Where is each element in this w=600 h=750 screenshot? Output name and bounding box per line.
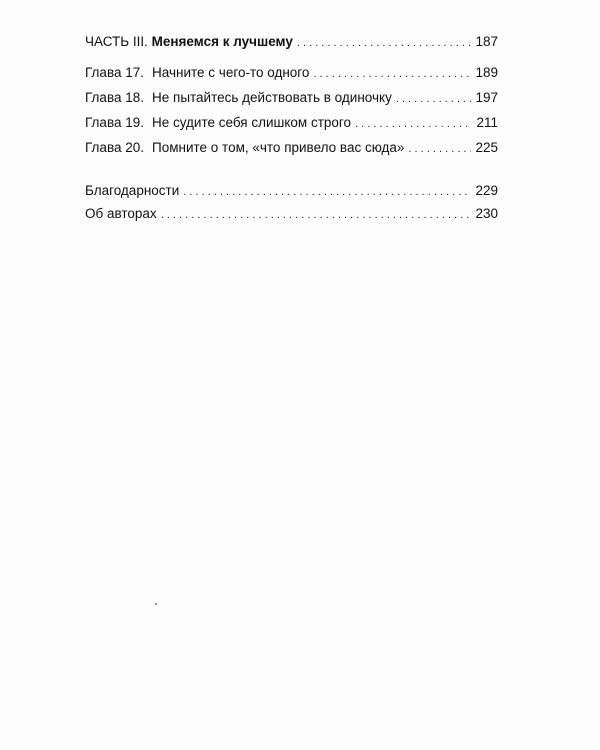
back-matter-page-number: 230 [475, 206, 498, 221]
part-label: ЧАСТЬ III. [85, 34, 148, 49]
table-of-contents [85, 34, 498, 229]
dot-leader [183, 183, 471, 200]
dot-leader [355, 115, 472, 132]
toc-part-entry [85, 34, 498, 51]
chapter-page-number: 211 [476, 115, 498, 130]
chapter-title: Начните с чего-то одного [152, 65, 310, 80]
dot-leader [313, 65, 471, 82]
back-matter-page-number: 229 [475, 183, 498, 198]
toc-back-matter-entry [85, 183, 498, 200]
dot-leader [161, 206, 472, 223]
chapter-label: Глава 18. [85, 90, 144, 105]
section-spacer [85, 165, 498, 183]
back-matter-title: Об авторах [85, 206, 157, 221]
toc-chapter-entry [85, 115, 498, 132]
chapter-title: Не судите себя слишком строго [152, 115, 352, 130]
chapter-label: Глава 20. [85, 140, 144, 155]
part-title: Меняемся к лучшему [151, 34, 293, 49]
dot-leader [396, 90, 472, 107]
paper-speck [155, 603, 157, 605]
chapter-label: Глава 19. [85, 115, 144, 130]
part-page-number: 187 [475, 34, 498, 49]
dot-leader [408, 140, 471, 157]
chapter-label: Глава 17. [85, 65, 144, 80]
toc-chapter-entry [85, 90, 498, 107]
toc-chapter-entry [85, 140, 498, 157]
chapter-title: Не пытайтесь действовать в одиночку [152, 90, 392, 105]
toc-chapter-entry [85, 65, 498, 82]
chapter-page-number: 225 [475, 140, 498, 155]
chapter-title: Помните о том, «что привело вас сюда» [152, 140, 405, 155]
dot-leader [297, 34, 472, 51]
toc-back-matter-entry [85, 206, 498, 223]
chapter-page-number: 197 [475, 90, 498, 105]
chapter-page-number: 189 [475, 65, 498, 80]
back-matter-title: Благодарности [85, 183, 180, 198]
